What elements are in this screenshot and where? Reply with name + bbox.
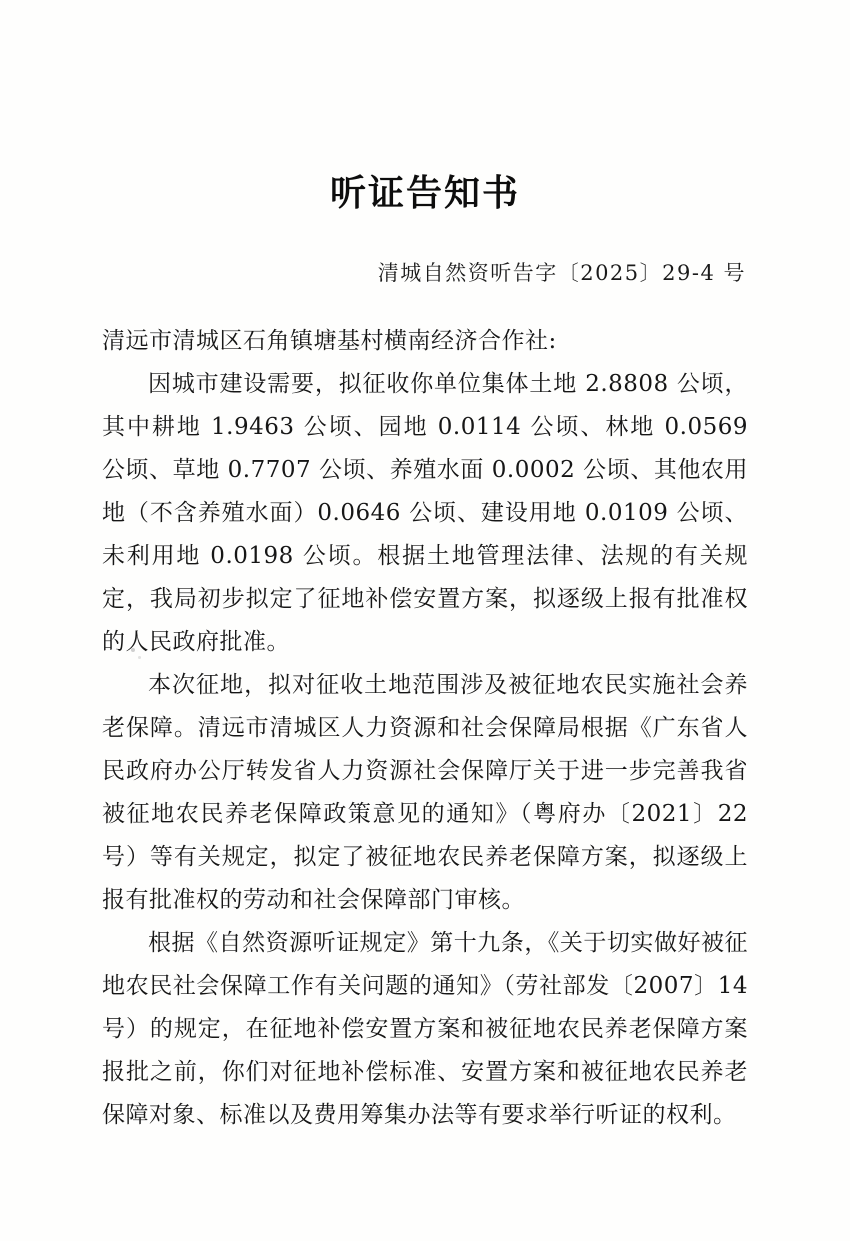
scan-artifact (131, 648, 135, 652)
scan-artifact (138, 656, 141, 659)
document-reference-number: 清城自然资听告字〔2025〕29-4 号 (377, 261, 746, 285)
document-title: 听证告知书 (329, 173, 520, 214)
paragraph-land-acquisition: 因城市建设需要，拟征收你单位集体土地 2.8808 公顷，其中耕地 1.9463 公顷、园地 0.0114 公顷、林地 0.0569 公顷、草地 0.7707 公顷、养殖水面 0.0002 公顷、其他农用地（不含养殖水面）0.0646 公顷、建设用地 0.0109 公顷、未利用地 0.0198 公顷。根据土地管理法律、法规的有关规定，我局初步拟定了征地补偿安置方案，拟逐级上报有批准权的人民政府批准。 (102, 371, 748, 655)
paragraph-hearing-rights: 根据《自然资源听证规定》第十九条，《关于切实做好被征地农民社会保障工作有关问题的通知》（劳社部发〔2007〕14 号）的规定，在征地补偿安置方案和被征地农民养老保障方案报批之前，你们对征地补偿标准、安置方案和被征地农民养老保障对象、标准以及费用筹集办法等有要求举行听证的权利。 (102, 930, 748, 1128)
document-body (102, 320, 748, 1137)
paragraph-social-security: 本次征地，拟对征收土地范围涉及被征地农民实施社会养老保障。清远市清城区人力资源和社会保障局根据《广东省人民政府办公厅转发省人力资源社会保障厅关于进一步完善我省被征地农民养老保障政策意见的通知》（粤府办〔2021〕22 号）等有关规定，拟定了被征地农民养老保障方案，拟逐级上报有批准权的劳动和社会保障部门审核。 (102, 672, 748, 913)
addressee-line: 清远市清城区石角镇塘基村横南经济合作社: (102, 328, 557, 354)
